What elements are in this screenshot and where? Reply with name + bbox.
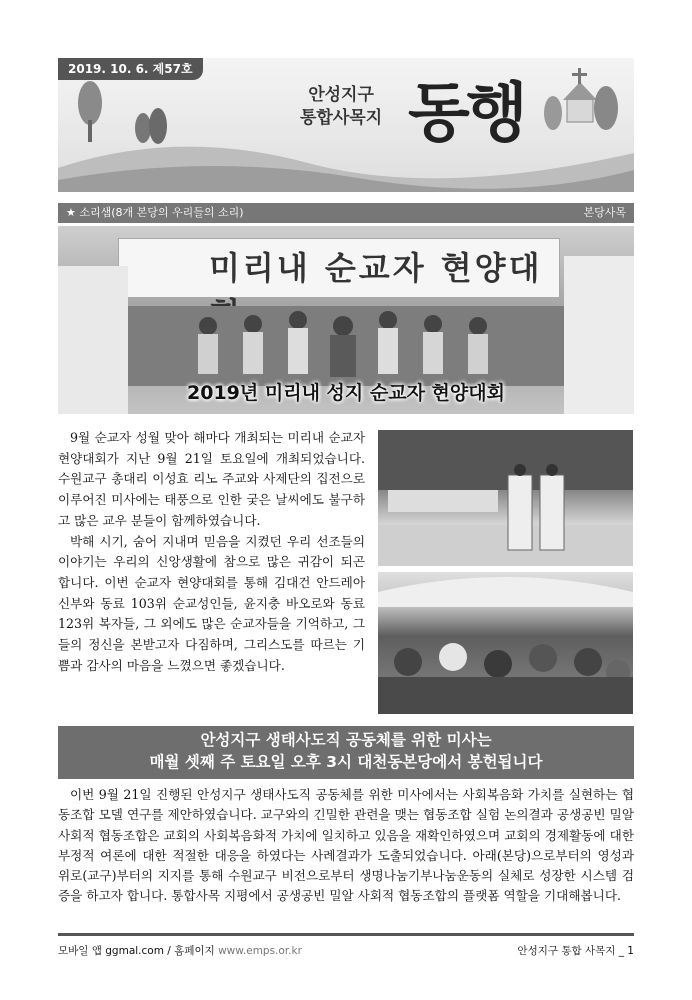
section-dept: 본당사목: [583, 206, 626, 219]
footer-links: [58, 943, 302, 958]
section-bar: [58, 203, 634, 223]
hero-banner-text: 미리내 순교자 현양대: [209, 249, 543, 287]
mobile-label: 모바일 앱: [58, 945, 102, 957]
footer-separator: /: [163, 945, 175, 957]
issue-tag: 2019. 10. 6. 제57호: [58, 58, 203, 80]
footer-rule: [58, 933, 634, 936]
home-url[interactable]: www.emps.or.kr: [218, 945, 302, 957]
masthead-title-line2: 통합사목지: [300, 108, 383, 128]
procession-scene: [378, 430, 633, 566]
article-paragraph: 이번 9월 21일 진행된 안성지구 생태사도직 공동체를 위한 미사에서는 사회복음화 가치를 실현하는 협동조합 모델 연구를 제안하였습니다. 교구와의 긴밀한 관련을 맺는 협동조합 실험 논의결과 공생공빈 밀알 사회적 협동조합은 교회의 사회복음화적 가치에 일치하고 있음을 재확인하였으며 교회의 경제활동에 대한 부정적 여론에 대한 적절한 대응을 하였다는 사례결과가 도출되었습니다. 아래(본당)으로부터의 영성과 위로(교구)부터의 지지를 통해 수원교구 비전으로부터 생명나눔기부나눔운동의 실체로 성장한 시스템 검증을 하고자 합니다. 통합사목 지평에서 공생공빈 밀알 사회적 협동조합의 플랫폼 역할을 기대해봅니다.: [58, 787, 634, 904]
congregation-scene: [378, 572, 633, 714]
article-main: [58, 428, 365, 676]
mobile-url[interactable]: ggmal.com: [105, 945, 164, 957]
article-secondary: [58, 785, 634, 907]
headline-box: [58, 726, 634, 779]
article-paragraph: 9월 순교자 성월 맞아 해마다 개최되는 미리내 순교자 현양대회가 지난 9월 21일 토요일에 개최되었습니다. 수원교구 총대리 이성효 리노 주교와 사제단의 집전으로 이루어진 미사에는 태풍으로 인한 궂은 날씨에도 불구하고 많은 교우 분들이 함께하였습니다.: [58, 430, 365, 528]
headline-line2: 매월 셋째 주 토요일 오후 3시 대천동본당에서 봉헌됩니다: [149, 753, 543, 771]
hero-photo: [58, 226, 634, 414]
procession-photo: [378, 430, 633, 566]
hero-caption: 2019년 미리내 성지 순교자 현양대회: [187, 382, 505, 404]
congregation-photo: [378, 572, 633, 714]
headline-line1: 안성지구 생태사도직 공동체를 위한 미사는: [200, 731, 492, 749]
page-number: 안성지구 통합 사목지 _ 1: [517, 945, 634, 957]
masthead-title: [300, 84, 382, 130]
masthead-logo: 동행: [408, 76, 524, 151]
section-label: ★ 소리샘(8개 본당의 우리들의 소리): [66, 206, 244, 219]
home-label: 홈페이지: [174, 945, 215, 957]
article-paragraph: 박해 시기, 숨어 지내며 믿음을 지켰던 우리 선조들의 이야기는 우리의 신앙생활에 참으로 많은 귀감이 되곤 합니다. 이번 순교자 현양대회를 통해 김대건 안드레아 신부와 동료 103위 순교성인들, 윤지충 바오로와 동료 123위 복자들, 그 외에도 많은 순교자들을 기억하고, 그들의 정신을 본받고자 다짐하며, 그리스도를 따르는 기쁨과 감사의 마음을 느꼈으면 좋겠습니다.: [58, 533, 365, 673]
masthead-title-line1: 안성지구: [308, 85, 374, 105]
